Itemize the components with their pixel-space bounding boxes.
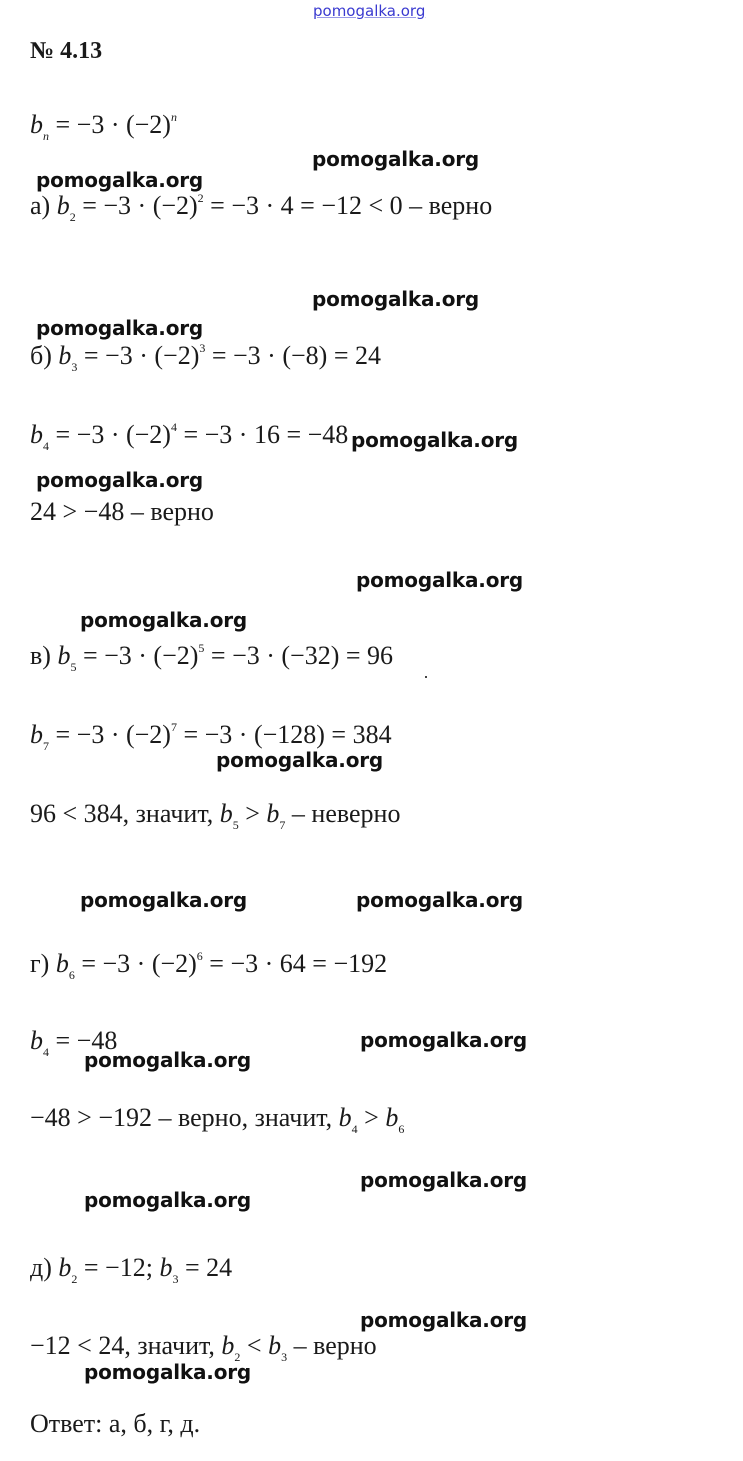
part-d-comparison: −12 < 24, значит, $b_2 < b_3$ – верно xyxy=(30,1331,377,1364)
watermark: pomogalka.org xyxy=(360,1028,528,1052)
watermark: pomogalka.org xyxy=(36,468,204,492)
watermark: pomogalka.org xyxy=(360,1168,528,1192)
watermark: pomogalka.org xyxy=(36,168,204,192)
watermark: pomogalka.org xyxy=(360,1308,528,1332)
watermark: pomogalka.org xyxy=(80,888,248,912)
part-a-line: а) $b_2 = -3 \cdot (-2)^2 = -3 \cdot 4 = -12 < 0$ – верно xyxy=(30,191,493,224)
watermark: pomogalka.org xyxy=(84,1048,252,1072)
watermark: pomogalka.org xyxy=(36,316,204,340)
part-g-b4-line: $b_4 = -48$ xyxy=(30,1026,118,1059)
part-b-comparison: 24 > −48 – верно xyxy=(30,497,214,526)
part-b-b3-line: б) $b_3 = -3 \cdot (-2)^3 = -3 \cdot (-8) = 24$ xyxy=(30,341,381,374)
part-b-b4-line: $b_4 = -3 \cdot (-2)^4 = -3 \cdot 16 = -48$ xyxy=(30,420,349,453)
problem-title: № 4.13 xyxy=(30,38,103,64)
watermark: pomogalka.org xyxy=(84,1188,252,1212)
scan-speck xyxy=(425,676,427,678)
part-v-comparison: 96 < 384, значит, $b_5 > b_7$ – неверно xyxy=(30,799,401,832)
watermark: pomogalka.org xyxy=(356,568,524,592)
watermark: pomogalka.org xyxy=(356,888,524,912)
watermark: pomogalka.org xyxy=(312,287,480,311)
part-v-b5-line: в) $b_5 = -3 \cdot (-2)^5 = -3 \cdot (-32) = 96$ xyxy=(30,641,394,674)
watermark: pomogalka.org xyxy=(216,748,384,772)
part-v-b7-line: $b_7 = -3 \cdot (-2)^7 = -3 \cdot (-128) = 384$ xyxy=(30,720,392,753)
answer: Ответ: а, б, г, д. xyxy=(30,1409,201,1438)
watermark: pomogalka.org xyxy=(80,608,248,632)
general-formula: $b_n = -3 \cdot (-2)^n$ xyxy=(30,110,177,143)
part-g-b6-line: г) $b_6 = -3 \cdot (-2)^6 = -3 \cdot 64 = -192$ xyxy=(30,949,388,982)
site-link[interactable]: pomogalka.org xyxy=(313,2,426,20)
watermark: pomogalka.org xyxy=(84,1360,252,1384)
watermark: pomogalka.org xyxy=(351,428,519,452)
part-d-line: д) $b_2 = -12$; $b_3 = 24$ xyxy=(30,1253,233,1286)
part-g-comparison: −48 > −192 – верно, значит, $b_4 > b_6$ xyxy=(30,1103,405,1136)
watermark: pomogalka.org xyxy=(312,147,480,171)
